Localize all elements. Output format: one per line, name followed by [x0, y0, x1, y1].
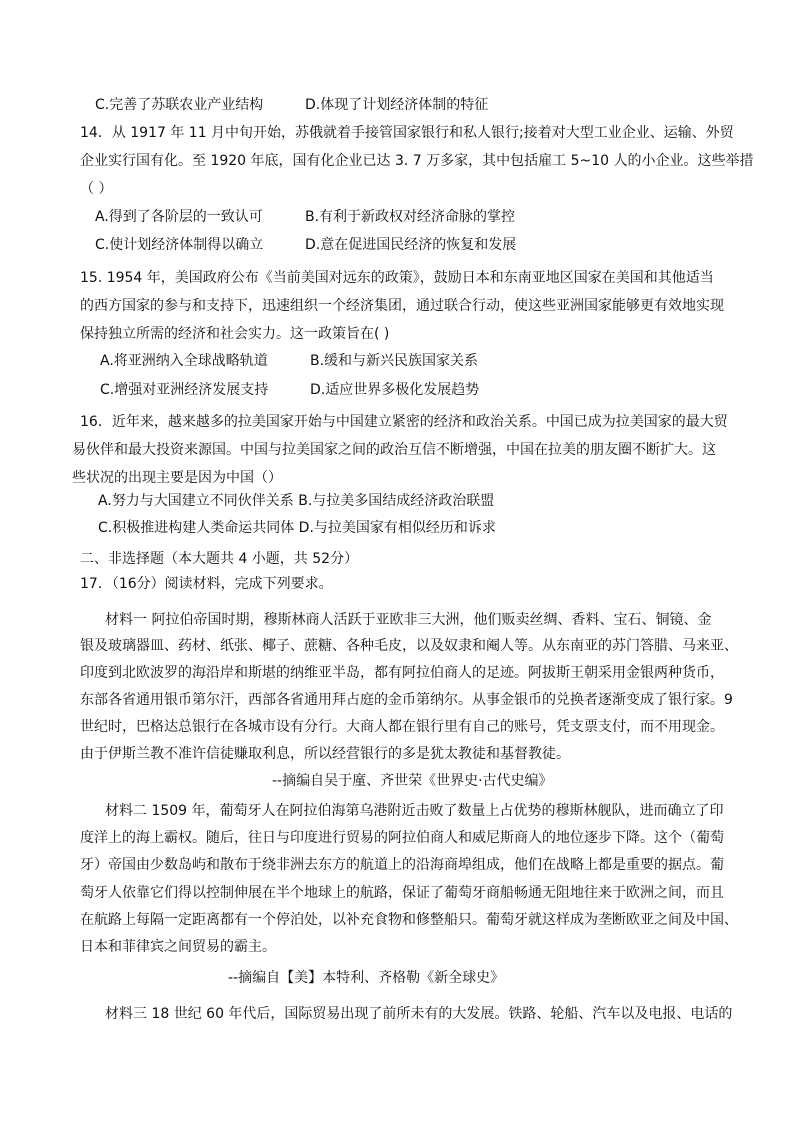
q15-options-ab: [100, 351, 478, 371]
q17-material-1-line-4: 东部各省通用银币第尔汗，西部各省通用拜占庭的金币第纳尔。从事金银币的兑换者逐渐变成了银行家。9: [80, 692, 733, 708]
q16-options-ab: A.努力与大国建立不同伙伴关系 B.与拉美多国结成经济政治联盟: [98, 493, 495, 509]
q16-options-cd: C.积极推进构建人类命运共同体 D.与拉美国家有相似经历和诉求: [98, 520, 496, 536]
q17-material-1-line-3: 印度到北欧波罗的海沿岸和斯堪的纳维亚半岛，都有阿拉伯商人的足迹。阿拔斯王朝采用金银两种货币，: [80, 665, 724, 681]
q15-option-b: B.缓和与新兴民族国家关系: [310, 353, 479, 369]
q17-material-2-line-3: 牙）帝国由少数岛屿和散布于绕非洲去东方的航道上的沿海商埠组成，他们在战略上都是重要的据点。葡: [80, 857, 724, 873]
q14-option-d: D.意在促进国民经济的恢复和发展: [305, 237, 517, 253]
q15-stem-line-3: 保持独立所需的经济和社会实力。这一政策旨在( ): [80, 326, 390, 342]
q15-option-c: C.增强对亚洲经济发展支持: [100, 382, 269, 398]
q17-material-2-line-5: 在航路上每隔一定距离都有一个停泊处，以补充食物和修整船只。葡萄牙就这样成为垄断欧亚之间及中国、: [80, 912, 738, 928]
section-2-title: 二、非选择题（本大题共 4 小题，共 52分）: [80, 551, 359, 567]
q17-material-1-line-6: 由于伊斯兰教不准许信徒赚取利息，所以经营银行的多是犹太教徒和基督教徒。: [80, 746, 570, 762]
q17-material-2-source: --摘编自【美】本特利、齐格勒《新全球史》: [228, 970, 505, 986]
q15-stem-line-2: 的西方国家的参与和支持下，迅速组织一个经济集团，通过联合行动，使这些亚洲国家能够更有效地实现: [80, 298, 724, 314]
q17-material-2-line-1: 材料二 1509 年，葡萄牙人在阿拉伯海第乌港附近击败了数量上占优势的穆斯林舰队，进而确立了印: [105, 803, 724, 819]
q14-option-c: C.使计划经济体制得以确立: [95, 237, 264, 253]
q17-material-1-source: --摘编自吴于廑、齐世荣《世界史·古代史编》: [272, 773, 553, 789]
q16-stem-line-2: 易伙伴和最大投资来源国。中国与拉美国家之间的政治互信不断增强，中国在拉美的朋友圈不断扩大。这: [72, 442, 716, 458]
q15-options-cd: [100, 380, 479, 400]
q15-option-a: A.将亚洲纳入全球战略轨道: [100, 353, 268, 369]
q14-options-cd: [95, 235, 516, 255]
q17-material-1-line-1: 材料一 阿拉伯帝国时期，穆斯林商人活跃于亚欧非三大洲，他们贩卖丝绸、香料、宝石、铜镜、金: [105, 612, 712, 628]
q14-stem-line-1: 14．从 1917 年 11 月中旬开始，苏俄就着手接管国家银行和私人银行;接着对大型工业企业、运输、外贸: [80, 125, 734, 141]
q14-options-ab: [95, 207, 515, 227]
q13-option-c: C.完善了苏联农业产业结构: [95, 97, 264, 113]
q14-stem-line-2: 企业实行国有化。至 1920 年底，国有化企业已达 3. 7 万多家，其中包括雇工 5~10 人的小企业。这些举措: [80, 153, 754, 169]
q17-material-1-line-5: 世纪时，巴格达总银行在各城市设有分行。大商人都在银行里有自己的账号，凭支票支付，而不用现金。: [80, 719, 724, 735]
q17-intro: 17．（16分）阅读材料，完成下列要求。: [80, 576, 333, 592]
q13-option-d: D.体现了计划经济体制的特征: [305, 97, 489, 113]
q17-material-2-line-6: 日本和菲律宾之间贸易的霸主。: [80, 939, 276, 955]
q14-option-b: B.有利于新政权对经济命脉的掌控: [305, 209, 516, 225]
q16-stem-line-3: 些状况的出现主要是因为中国（）: [72, 470, 282, 486]
q17-material-3-line-1: 材料三 18 世纪 60 年代后，国际贸易出现了前所未有的大发展。铁路、轮船、汽车以及电报、电话的: [105, 1006, 733, 1022]
q17-material-1-line-2: 银及玻璃器皿、药材、纸张、椰子、蔗糖、各种毛皮，以及奴隶和阉人等。从东南亚的苏门答腊、马来亚、: [80, 638, 738, 654]
q14-option-a: A.得到了各阶层的一致认可: [95, 209, 263, 225]
q14-answer-blank: （ ）: [80, 181, 113, 197]
q17-material-2-line-2: 度洋上的海上霸权。随后，往日与印度进行贸易的阿拉伯商人和威尼斯商人的地位逐步下降。这个（葡萄: [80, 830, 724, 846]
q15-stem-line-1: 15. 1954 年，美国政府公布《当前美国对远东的政策》，鼓励日本和东南亚地区国家在美国和其他适当: [80, 270, 714, 286]
q15-option-d: D.适应世界多极化发展趋势: [310, 382, 480, 398]
q13-options-cd: [95, 95, 488, 115]
q16-stem-line-1: 16．近年来，越来越多的拉美国家开始与中国建立紧密的经济和政治关系。中国已成为拉美国家的最大贸: [80, 414, 728, 430]
q17-material-2-line-4: 萄牙人依靠它们得以控制伸展在半个地球上的航路，保证了葡萄牙商船畅通无阻地往来于欧洲之间，而且: [80, 885, 724, 901]
